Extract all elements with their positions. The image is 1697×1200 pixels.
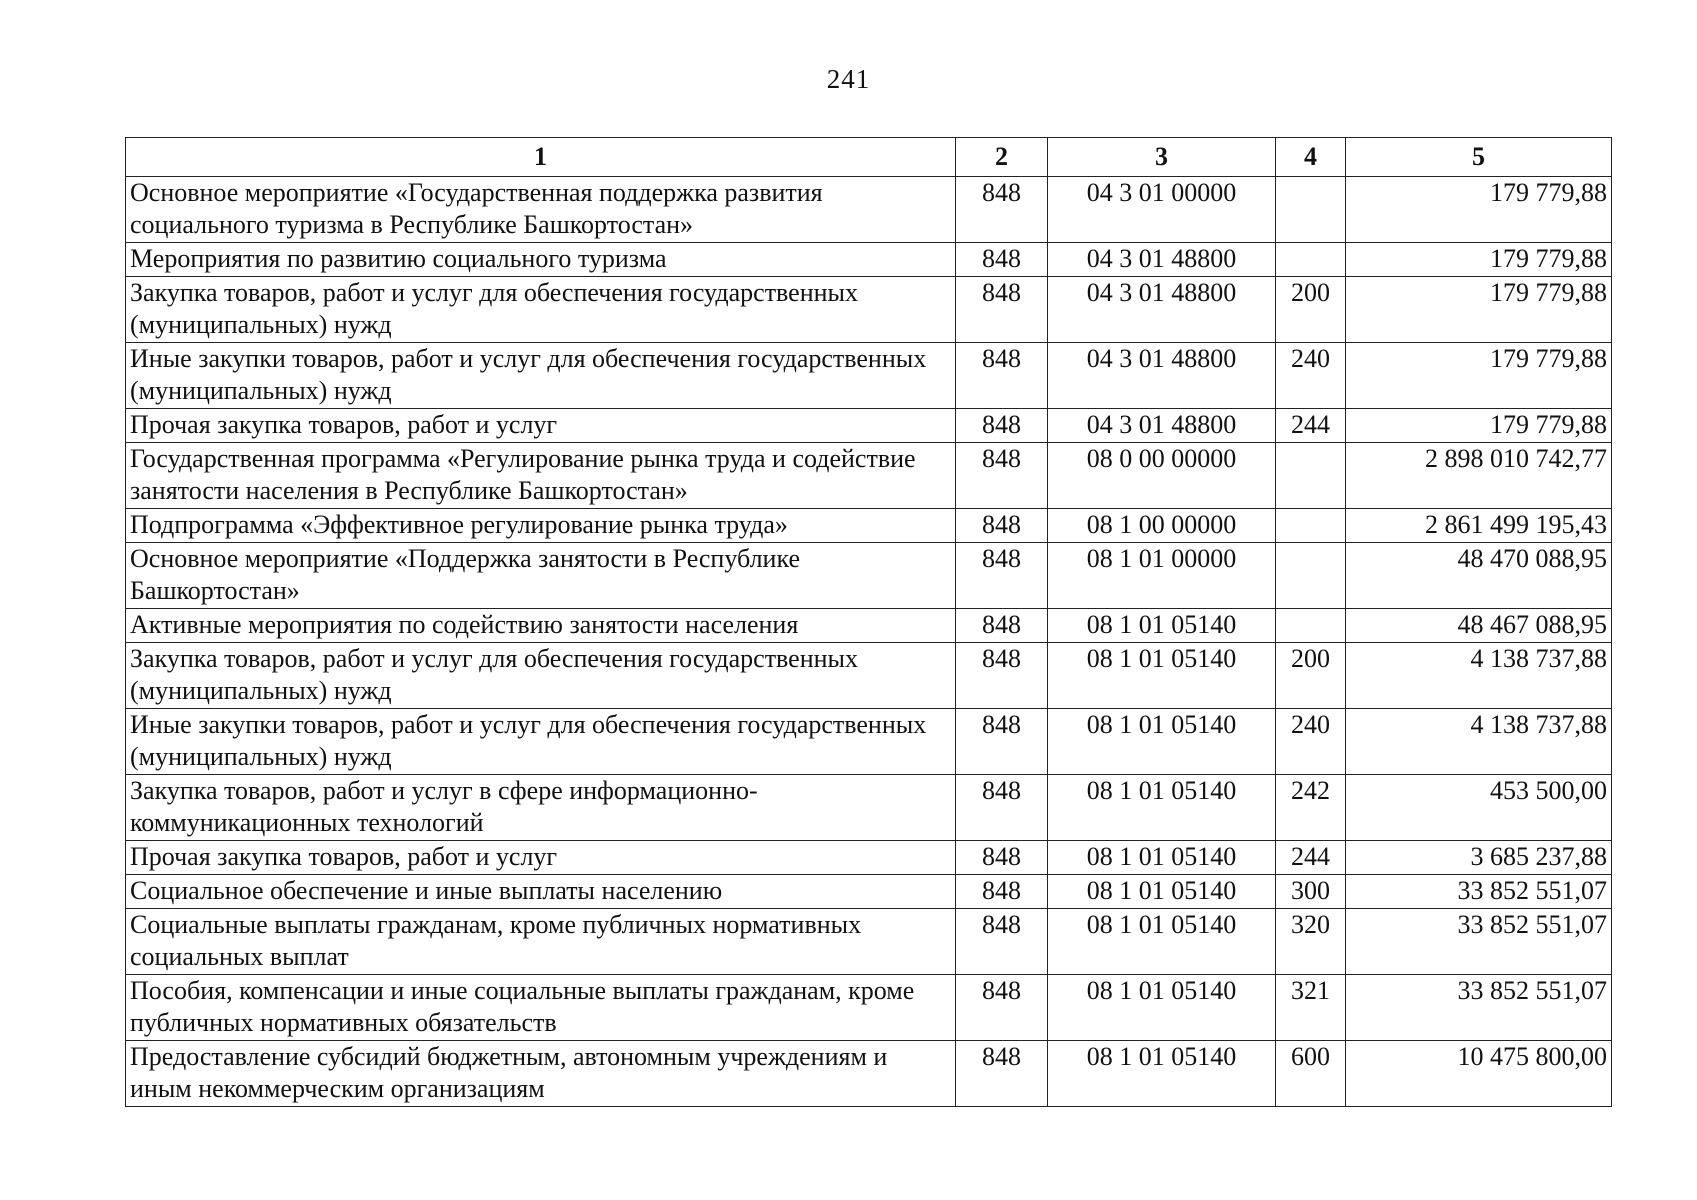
row-name-cell: Основное мероприятие «Государственная поддержка развития социального туризма в Республике Башкортостан» <box>126 177 956 243</box>
row-name-cell: Прочая закупка товаров, работ и услуг <box>126 409 956 443</box>
row-name-cell: Иные закупки товаров, работ и услуг для обеспечения государственных (муниципальных) нужд <box>126 343 956 409</box>
row-expense-type-cell: 244 <box>1276 409 1346 443</box>
row-expense-type-cell <box>1276 243 1346 277</box>
row-code-cell: 848 <box>956 609 1048 643</box>
row-name-cell: Предоставление субсидий бюджетным, автономным учреждениям и иным некоммерческим организациям <box>126 1041 956 1107</box>
row-classification-cell: 08 1 01 05140 <box>1048 909 1276 975</box>
row-expense-type-cell <box>1276 543 1346 609</box>
page-number: 241 <box>826 64 871 94</box>
row-classification-cell: 08 1 01 05140 <box>1048 609 1276 643</box>
row-classification-cell: 08 1 01 05140 <box>1048 643 1276 709</box>
budget-table <box>125 137 1612 1107</box>
row-amount-cell: 179 779,88 <box>1346 243 1612 277</box>
row-code-cell: 848 <box>956 875 1048 909</box>
row-code-cell: 848 <box>956 975 1048 1041</box>
row-expense-type-cell <box>1276 509 1346 543</box>
row-expense-type-cell: 242 <box>1276 775 1346 841</box>
table-row <box>126 643 1612 709</box>
row-classification-cell: 04 3 01 48800 <box>1048 277 1276 343</box>
row-amount-cell: 10 475 800,00 <box>1346 1041 1612 1107</box>
table-row <box>126 875 1612 909</box>
row-code-cell: 848 <box>956 243 1048 277</box>
row-classification-cell: 04 3 01 48800 <box>1048 409 1276 443</box>
row-amount-cell: 33 852 551,07 <box>1346 875 1612 909</box>
table-row <box>126 243 1612 277</box>
row-code-cell: 848 <box>956 543 1048 609</box>
row-amount-cell: 33 852 551,07 <box>1346 909 1612 975</box>
row-expense-type-cell: 300 <box>1276 875 1346 909</box>
row-amount-cell: 48 467 088,95 <box>1346 609 1612 643</box>
row-classification-cell: 08 1 01 05140 <box>1048 1041 1276 1107</box>
row-expense-type-cell <box>1276 177 1346 243</box>
row-classification-cell: 08 1 01 05140 <box>1048 709 1276 775</box>
row-expense-type-cell: 200 <box>1276 643 1346 709</box>
table-row <box>126 1041 1612 1107</box>
row-name-cell: Прочая закупка товаров, работ и услуг <box>126 841 956 875</box>
row-amount-cell: 179 779,88 <box>1346 177 1612 243</box>
row-amount-cell: 48 470 088,95 <box>1346 543 1612 609</box>
row-code-cell: 848 <box>956 909 1048 975</box>
row-classification-cell: 08 1 01 05140 <box>1048 875 1276 909</box>
table-row <box>126 509 1612 543</box>
header-col-5: 5 <box>1346 138 1612 177</box>
row-code-cell: 848 <box>956 443 1048 509</box>
row-amount-cell: 179 779,88 <box>1346 409 1612 443</box>
row-classification-cell: 08 1 01 05140 <box>1048 775 1276 841</box>
row-expense-type-cell: 244 <box>1276 841 1346 875</box>
row-amount-cell: 4 138 737,88 <box>1346 709 1612 775</box>
table-row <box>126 909 1612 975</box>
row-code-cell: 848 <box>956 343 1048 409</box>
row-name-cell: Закупка товаров, работ и услуг для обеспечения государственных (муниципальных) нужд <box>126 277 956 343</box>
row-name-cell: Закупка товаров, работ и услуг в сфере информационно-коммуникационных технологий <box>126 775 956 841</box>
table-row <box>126 775 1612 841</box>
table-row <box>126 975 1612 1041</box>
row-classification-cell: 08 1 00 00000 <box>1048 509 1276 543</box>
row-amount-cell: 33 852 551,07 <box>1346 975 1612 1041</box>
table-row <box>126 443 1612 509</box>
row-amount-cell: 4 138 737,88 <box>1346 643 1612 709</box>
table-row <box>126 343 1612 409</box>
table-row <box>126 841 1612 875</box>
row-classification-cell: 04 3 01 00000 <box>1048 177 1276 243</box>
row-name-cell: Закупка товаров, работ и услуг для обеспечения государственных (муниципальных) нужд <box>126 643 956 709</box>
table-row <box>126 543 1612 609</box>
header-col-2: 2 <box>956 138 1048 177</box>
row-classification-cell: 04 3 01 48800 <box>1048 343 1276 409</box>
row-amount-cell: 3 685 237,88 <box>1346 841 1612 875</box>
row-code-cell: 848 <box>956 775 1048 841</box>
row-amount-cell: 2 898 010 742,77 <box>1346 443 1612 509</box>
row-code-cell: 848 <box>956 1041 1048 1107</box>
header-col-3: 3 <box>1048 138 1276 177</box>
row-code-cell: 848 <box>956 177 1048 243</box>
row-amount-cell: 179 779,88 <box>1346 277 1612 343</box>
row-code-cell: 848 <box>956 841 1048 875</box>
row-classification-cell: 08 1 01 05140 <box>1048 841 1276 875</box>
header-col-1: 1 <box>126 138 956 177</box>
row-code-cell: 848 <box>956 277 1048 343</box>
header-row <box>126 138 1612 177</box>
row-amount-cell: 179 779,88 <box>1346 343 1612 409</box>
row-expense-type-cell <box>1276 443 1346 509</box>
table-row <box>126 709 1612 775</box>
row-classification-cell: 04 3 01 48800 <box>1048 243 1276 277</box>
row-name-cell: Государственная программа «Регулирование рынка труда и содействие занятости населения в Республике Башкортостан» <box>126 443 956 509</box>
row-code-cell: 848 <box>956 409 1048 443</box>
row-name-cell: Подпрограмма «Эффективное регулирование рынка труда» <box>126 509 956 543</box>
row-code-cell: 848 <box>956 643 1048 709</box>
table-row <box>126 177 1612 243</box>
row-name-cell: Иные закупки товаров, работ и услуг для обеспечения государственных (муниципальных) нужд <box>126 709 956 775</box>
row-code-cell: 848 <box>956 509 1048 543</box>
row-expense-type-cell <box>1276 609 1346 643</box>
row-expense-type-cell: 240 <box>1276 709 1346 775</box>
row-code-cell: 848 <box>956 709 1048 775</box>
row-name-cell: Мероприятия по развитию социального туризма <box>126 243 956 277</box>
row-name-cell: Основное мероприятие «Поддержка занятости в Республике Башкортостан» <box>126 543 956 609</box>
row-expense-type-cell: 600 <box>1276 1041 1346 1107</box>
row-expense-type-cell: 321 <box>1276 975 1346 1041</box>
table-row <box>126 409 1612 443</box>
table-row <box>126 277 1612 343</box>
row-classification-cell: 08 1 01 00000 <box>1048 543 1276 609</box>
row-classification-cell: 08 0 00 00000 <box>1048 443 1276 509</box>
table-row <box>126 609 1612 643</box>
row-name-cell: Социальное обеспечение и иные выплаты населению <box>126 875 956 909</box>
table-header <box>126 138 1612 177</box>
row-expense-type-cell: 240 <box>1276 343 1346 409</box>
table-body <box>126 177 1612 1107</box>
row-amount-cell: 453 500,00 <box>1346 775 1612 841</box>
row-name-cell: Социальные выплаты гражданам, кроме публичных нормативных социальных выплат <box>126 909 956 975</box>
row-amount-cell: 2 861 499 195,43 <box>1346 509 1612 543</box>
row-expense-type-cell: 200 <box>1276 277 1346 343</box>
row-expense-type-cell: 320 <box>1276 909 1346 975</box>
header-col-4: 4 <box>1276 138 1346 177</box>
row-name-cell: Активные мероприятия по содействию занятости населения <box>126 609 956 643</box>
row-name-cell: Пособия, компенсации и иные социальные выплаты гражданам, кроме публичных нормативных обязательств <box>126 975 956 1041</box>
row-classification-cell: 08 1 01 05140 <box>1048 975 1276 1041</box>
